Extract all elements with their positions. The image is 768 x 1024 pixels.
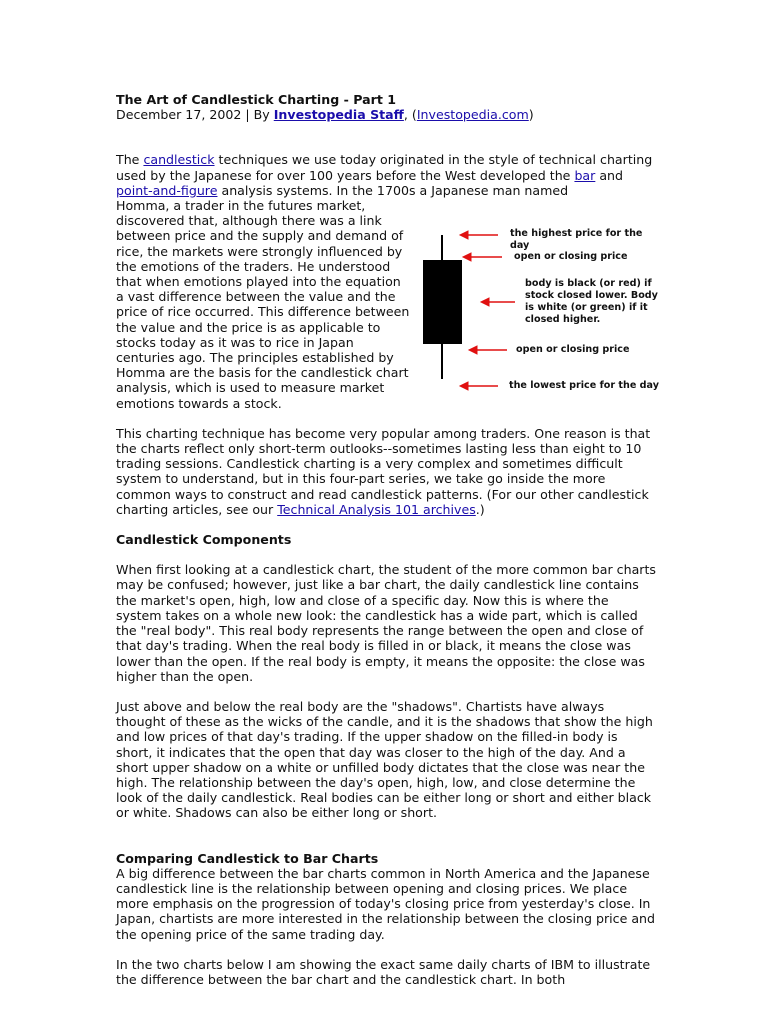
- text-line: emotions towards a stock.: [116, 395, 282, 411]
- real-body: [423, 260, 462, 344]
- text-line: that when emotions played into the equation: [116, 274, 401, 290]
- arrow-head: [469, 346, 477, 354]
- text-line: the emotions of the traders. He understood: [116, 258, 391, 274]
- arrow-head: [481, 298, 489, 306]
- source-close: ): [528, 107, 534, 123]
- text-line: Homma, a trader in the futures market,: [116, 198, 366, 214]
- article-date: December 17, 2002: [116, 107, 242, 123]
- text-line: the value and the price is as applicable to: [116, 319, 381, 335]
- byline: [116, 107, 656, 122]
- paragraph: Just above and below the real body are the "shadows". Chartists have always thought of these as the wicks of the candle, and it is the shadows that show the high and low prices of that day's trading. If the upper shadow on the filled-in body is short, it indicates that the open that day was closer to the high of the day. And a short upper shadow on a white or unfilled body dictates that the close was near the high. The relationship between the day's open, high, low, and close determine the look of the daily candlestick. Real bodies can be either long or short and either black or white. Shadows can also be either long or short.: [116, 698, 653, 821]
- section-heading: Comparing Candlestick to Bar Charts: [116, 850, 379, 866]
- label-body-line-3: is white (or green) if it: [525, 302, 648, 313]
- label-body-line-1: body is black (or red) if: [525, 278, 652, 289]
- text-line: analysis, which is used to measure market: [116, 380, 385, 396]
- label-body-line-2: stock closed lower. Body: [525, 290, 658, 301]
- text-line: between price and the supply and demand of: [116, 228, 404, 244]
- text-line: stocks today as it was to rice in Japan: [116, 334, 354, 350]
- paragraph: When first looking at a candlestick chart, the student of the more common bar charts may be confused; however, just like a bar chart, the daily candlestick line contains the market's open, high, low and close of a specific day. Now this is where the system takes on a whole new look: the candlestick has a wide part, which is called the "real body". This real body represents the range between the open and close of that day's trading. When the real body is filled in or black, it means the close was lower than the open. If the real body is empty, it means the opposite: the close was higher than the open.: [116, 562, 656, 684]
- arrows: [460, 231, 515, 390]
- ta101-archives-link[interactable]: Technical Analysis 101 archives: [277, 501, 476, 517]
- intro-paragraph: [116, 152, 656, 198]
- paragraph: A big difference between the bar charts common in North America and the Japanese candlestick line is the relationship between opening and closing prices. We place more emphasis on the progression of today's closing price from yesterday's close. In Japan, chartists are more interested in the relationship between the closing price and the opening price of the same trading day.: [116, 865, 656, 942]
- source-open: , (: [403, 107, 417, 123]
- source-link[interactable]: Investopedia.com: [416, 107, 529, 123]
- author-link[interactable]: Investopedia Staff: [273, 107, 404, 123]
- paragraph: [116, 426, 656, 517]
- arrow-head: [460, 382, 468, 390]
- candlestick-link[interactable]: candlestick: [143, 152, 215, 168]
- intro-text: techniques we use today originated in the style of technical charting used by the Japanese for over 100 years before the West developed the: [116, 152, 653, 183]
- bar-link[interactable]: bar: [574, 167, 596, 183]
- label-body-line-4: closed higher.: [525, 314, 601, 325]
- section-heading: Candlestick Components: [116, 532, 292, 548]
- arrow-head: [460, 231, 468, 239]
- candlestick-diagram: [402, 227, 662, 397]
- text-line: rice, the markets were strongly influenced by: [116, 243, 403, 259]
- label-low: the lowest price for the day: [509, 380, 659, 391]
- byline-separator: | By: [241, 107, 274, 123]
- text-line: centuries ago. The principles established by: [116, 350, 394, 366]
- text-line: Homma are the basis for the candlestick chart: [116, 365, 409, 381]
- article-title: The Art of Candlestick Charting - Part 1: [116, 92, 396, 107]
- paragraph-text: .): [475, 501, 485, 517]
- label-high: the highest price for the day: [510, 228, 643, 251]
- label-open-close-bottom: open or closing price: [516, 344, 630, 355]
- text-line: price of rice occurred. This difference between: [116, 304, 410, 320]
- paragraph-text: This charting technique has become very popular among traders. One reason is that the charts reflect only short-term outlooks--sometimes lasting less than eight to 10 trading sessions. Candlestick charting is a very complex and sometimes difficult system to understand, but in this four-part series, we take go inside the more common ways to construct and read candlestick patterns. (For our other candlestick charting articles, see our: [116, 425, 651, 517]
- text-line: discovered that, although there was a link: [116, 213, 382, 229]
- intro-text: analysis systems. In the 1700s a Japanese man named: [217, 182, 569, 198]
- intro-text: The: [116, 152, 144, 168]
- arrow-head: [463, 253, 471, 261]
- intro-text: and: [595, 167, 624, 183]
- point-and-figure-link[interactable]: point-and-figure: [116, 182, 218, 198]
- text-line: a vast difference between the value and the: [116, 289, 396, 305]
- label-open-close-top: open or closing price: [514, 251, 628, 262]
- paragraph: In the two charts below I am showing the exact same daily charts of IBM to illustrate the difference between the bar chart and the candlestick chart. In both: [116, 956, 651, 987]
